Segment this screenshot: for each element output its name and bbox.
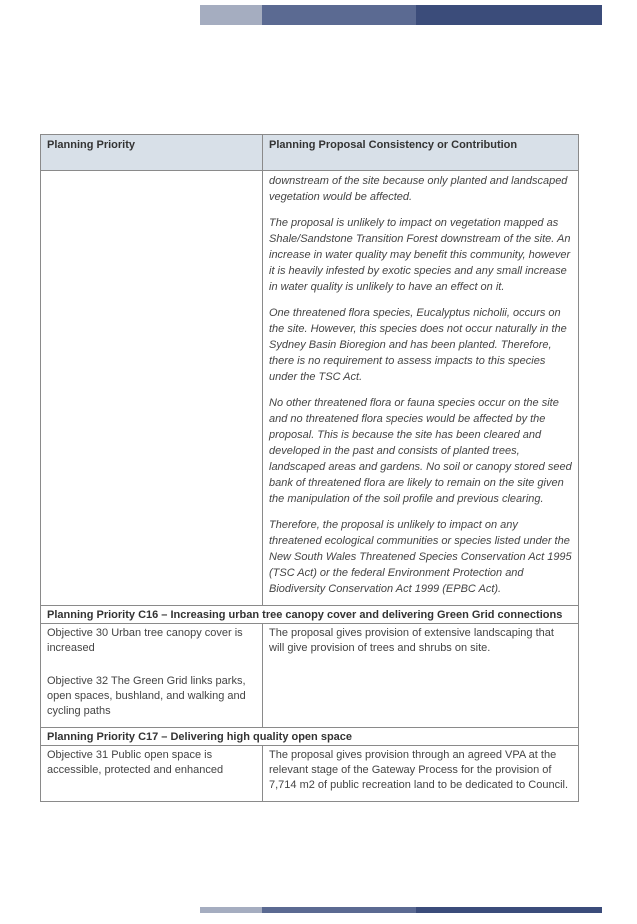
band-segment-mid [262,907,416,913]
objective-item: Objective 32 The Green Grid links parks, open spaces, bushland, and walking and cycling paths [47,675,246,717]
section-row-c16 [41,606,579,624]
band-segment-dark [416,5,602,25]
table-row [41,624,579,728]
contribution-cell-c16: The proposal gives provision of extensive landscaping that will give provision of trees and shrubs on site. [263,624,579,728]
paragraph: downstream of the site because only planted and landscaped vegetation would be affected. [269,175,568,203]
section-row-c17 [41,728,579,746]
band-segment-mid [262,5,416,25]
band-segment-dark [416,907,602,913]
objectives-cell-c16 [41,624,263,728]
paragraph: One threatened flora species, Eucalyptus nicholii, occurs on the site. However, this species does not occur naturally in the Sydney Basin Bioregion and has been planted. Therefore, there is no requirement to assess impacts to this species under the TSC Act. [269,307,567,383]
paragraph: The proposal is unlikely to impact on vegetation mapped as Shale/Sandstone Transition Forest downstream of the site. An increase in water quality may benefit this community, however it is heavily infested by exotic species and any small increase in water quality is unlikely to have an effect on it. [269,217,571,293]
consistency-cell [263,171,579,606]
objective-item: Objective 30 Urban tree canopy cover is increased [47,627,243,654]
header-color-band [200,5,602,25]
section-title-c17: Planning Priority C17 – Delivering high quality open space [41,728,579,746]
table-row [41,746,579,802]
header-planning-priority: Planning Priority [41,135,263,171]
table-header-row [41,135,579,171]
paragraph: No other threatened flora or fauna species occur on the site and no threatened flora species would be affected by the proposal. This is because the site has been cleared and developed in the past and consists of planted trees, landscaped areas and gardens. No soil or canopy stored seed bank of threatened flora are likely to remain on the site given the manipulation of the soil profile and previous clearing. [269,397,572,505]
objective-item: Objective 31 Public open space is accessible, protected and enhanced [47,749,224,776]
band-segment-light [200,907,262,913]
empty-priority-cell [41,171,263,606]
table-row [41,171,579,606]
header-consistency: Planning Proposal Consistency or Contribution [263,135,579,171]
objectives-cell-c17 [41,746,263,802]
paragraph: Therefore, the proposal is unlikely to impact on any threatened ecological communities or species listed under the New South Wales Threatened Species Conservation Act 1995 (TSC Act) or the federal Environment Protection and Biodiversity Conservation Act 1999 (EPBC Act). [269,519,572,595]
section-title-c16: Planning Priority C16 – Increasing urban tree canopy cover and delivering Green Grid connections [41,606,579,624]
planning-priority-table [40,134,579,802]
contribution-cell-c17: The proposal gives provision through an agreed VPA at the relevant stage of the Gateway Process for the provision of 7,714 m2 of public recreation land to be dedicated to Council. [263,746,579,802]
band-segment-light [200,5,262,25]
footer-color-band [200,907,602,913]
